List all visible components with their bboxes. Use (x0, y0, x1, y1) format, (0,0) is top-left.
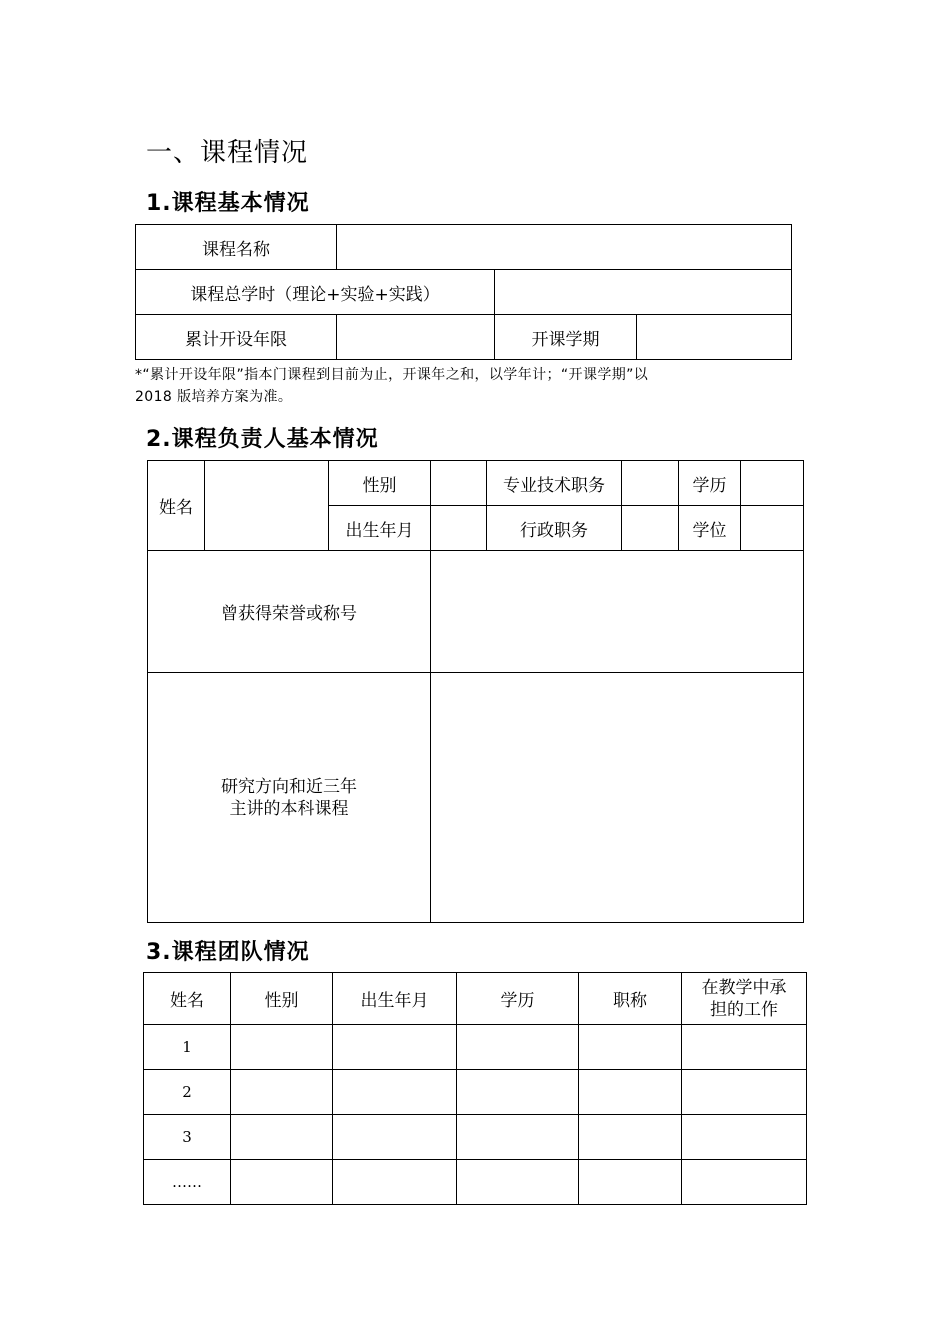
semester-label: 开课学期 (495, 315, 637, 360)
table-row (144, 1160, 807, 1205)
admin-label: 行政职务 (487, 506, 622, 551)
research-label (148, 673, 431, 923)
row-number: …… (144, 1160, 231, 1205)
team-cell[interactable] (333, 1115, 457, 1160)
team-cell[interactable] (579, 1070, 682, 1115)
team-header-role (682, 973, 807, 1025)
footnote-line2: 2018 版培养方案为准。 (135, 389, 293, 405)
table-row (144, 1115, 807, 1160)
gender-label: 性别 (329, 461, 431, 506)
footnote (135, 364, 807, 408)
research-label-line2: 主讲的本科课程 (229, 798, 349, 819)
row-number: 1 (144, 1025, 231, 1070)
team-cell[interactable] (333, 1160, 457, 1205)
team-header-name: 姓名 (144, 973, 231, 1025)
course-basic-table (135, 224, 792, 360)
table-row (144, 1070, 807, 1115)
degree-label: 学位 (679, 506, 741, 551)
team-header-education: 学历 (457, 973, 579, 1025)
footnote-line1: *“累计开设年限”指本门课程到目前为止，开课年之和，以学年计；“开课学期”以 (135, 367, 649, 383)
row-number: 2 (144, 1070, 231, 1115)
education-label: 学历 (679, 461, 741, 506)
leader-table (147, 460, 804, 923)
team-cell[interactable] (231, 1115, 333, 1160)
team-cell[interactable] (231, 1070, 333, 1115)
total-hours-field[interactable] (495, 270, 792, 315)
table-row (144, 1025, 807, 1070)
title-label: 专业技术职务 (487, 461, 622, 506)
semester-field[interactable] (637, 315, 792, 360)
team-cell[interactable] (682, 1115, 807, 1160)
team-cell[interactable] (231, 1160, 333, 1205)
team-cell[interactable] (579, 1115, 682, 1160)
team-cell[interactable] (579, 1025, 682, 1070)
section3-title: 3.课程团队情况 (146, 940, 310, 965)
research-label-line1: 研究方向和近三年 (221, 776, 357, 797)
education-field[interactable] (741, 461, 804, 506)
team-cell[interactable] (333, 1070, 457, 1115)
research-field[interactable] (431, 673, 804, 923)
team-cell[interactable] (333, 1025, 457, 1070)
page-title: 一、课程情况 (146, 138, 309, 168)
team-cell[interactable] (457, 1115, 579, 1160)
honors-label: 曾获得荣誉或称号 (148, 551, 431, 673)
birth-label: 出生年月 (329, 506, 431, 551)
title-field[interactable] (622, 461, 679, 506)
years-field[interactable] (337, 315, 495, 360)
team-header-title: 职称 (579, 973, 682, 1025)
team-cell[interactable] (457, 1025, 579, 1070)
birth-field[interactable] (431, 506, 487, 551)
leader-name-label: 姓名 (148, 461, 205, 551)
team-cell[interactable] (682, 1160, 807, 1205)
team-cell[interactable] (231, 1025, 333, 1070)
row-number: 3 (144, 1115, 231, 1160)
team-cell[interactable] (457, 1070, 579, 1115)
admin-field[interactable] (622, 506, 679, 551)
team-header-role-line2: 担的工作 (710, 999, 778, 1020)
team-header-role-line1: 在教学中承 (701, 977, 787, 998)
section1-title: 1.课程基本情况 (146, 191, 310, 216)
years-label: 累计开设年限 (136, 315, 337, 360)
course-name-field[interactable] (337, 225, 792, 270)
team-header-gender: 性别 (231, 973, 333, 1025)
total-hours-label: 课程总学时（理论+实验+实践） (136, 270, 495, 315)
team-cell[interactable] (682, 1025, 807, 1070)
course-name-label: 课程名称 (136, 225, 337, 270)
team-cell[interactable] (682, 1070, 807, 1115)
team-header-birth: 出生年月 (333, 973, 457, 1025)
section2-title: 2.课程负责人基本情况 (146, 427, 379, 452)
team-table (143, 972, 807, 1205)
team-cell[interactable] (457, 1160, 579, 1205)
gender-field[interactable] (431, 461, 487, 506)
degree-field[interactable] (741, 506, 804, 551)
leader-name-field[interactable] (205, 461, 329, 551)
team-cell[interactable] (579, 1160, 682, 1205)
honors-field[interactable] (431, 551, 804, 673)
